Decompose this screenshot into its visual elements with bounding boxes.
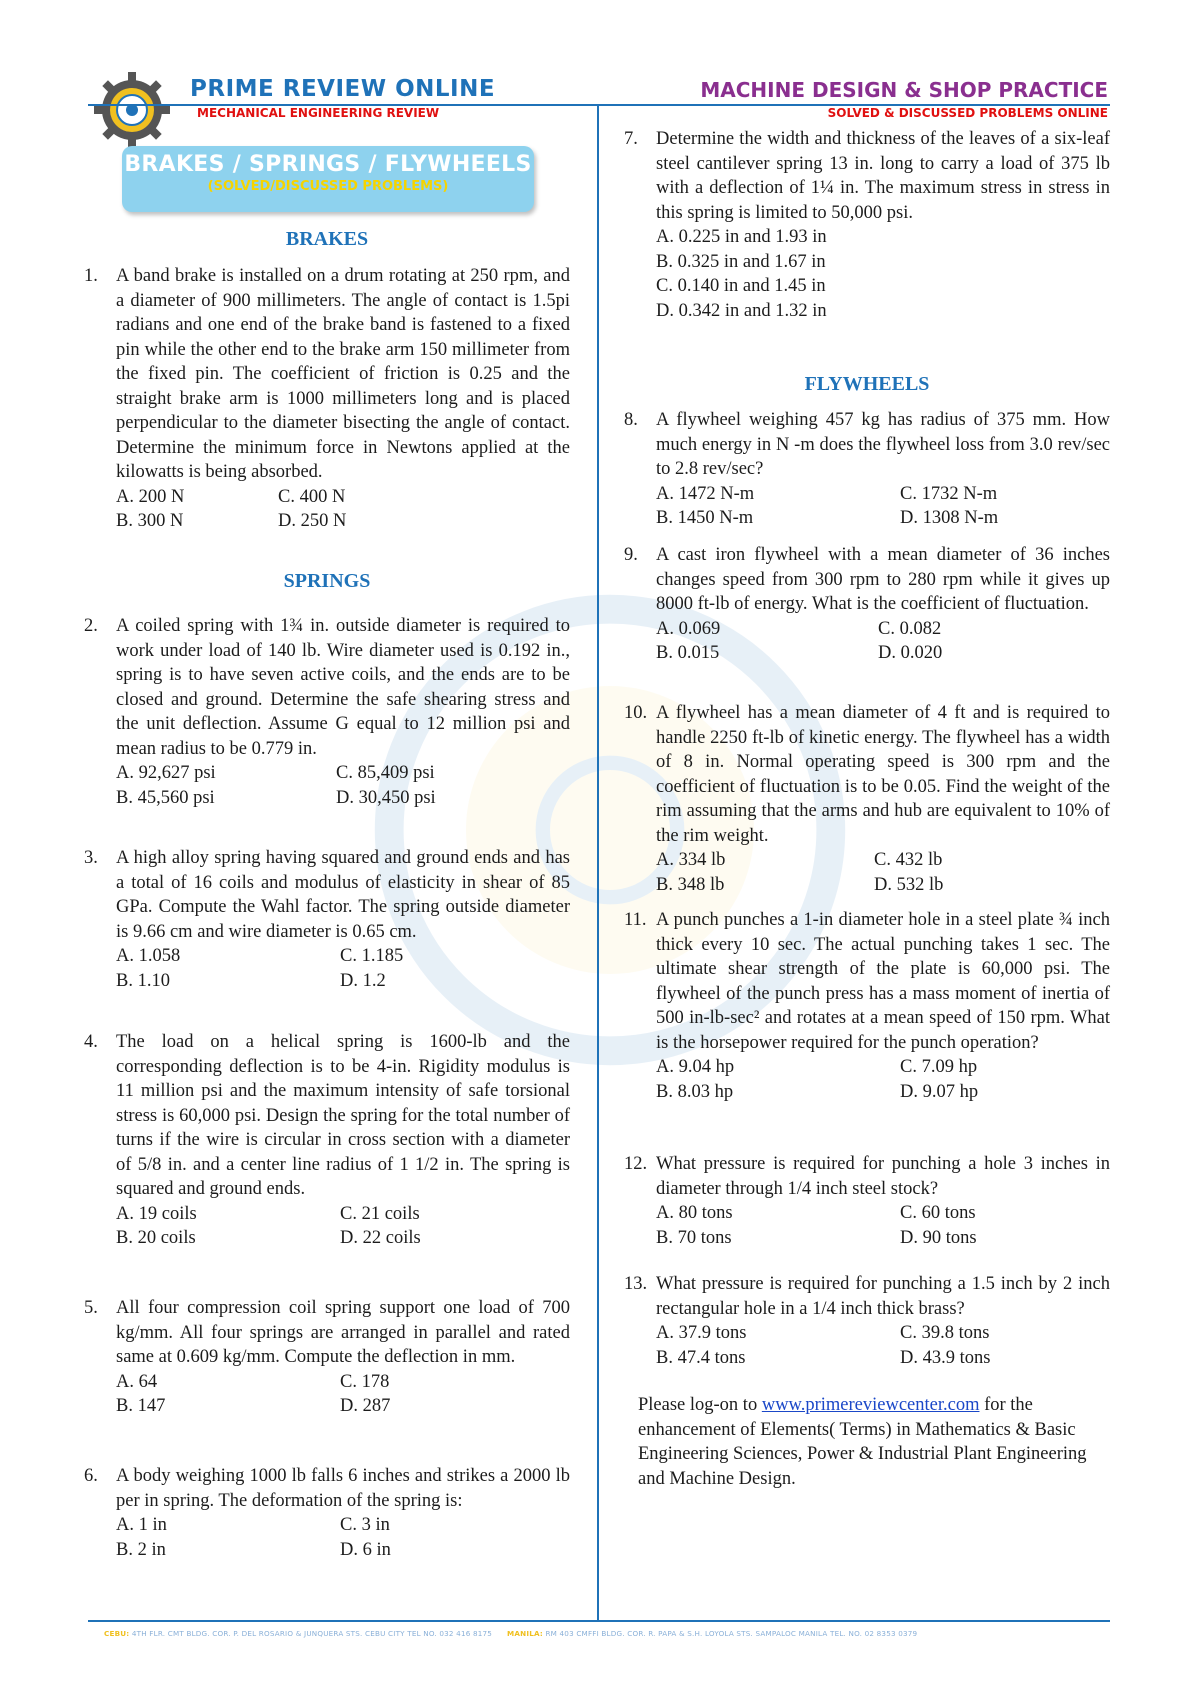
- question-number: 13.: [624, 1274, 648, 1294]
- section-heading-brakes: BRAKES: [285, 228, 369, 250]
- subject-title: MACHINE DESIGN & SHOP PRACTICE: [700, 78, 1108, 102]
- question-text: The load on a helical spring is 1600-lb and the corresponding deflection is to be 4-in. Rigidity modulus is 11 million psi and the maximum intensity of safe torsional stress is 60,000 psi. Design the spring for the total number of turns if the wire is circular in cross section with a diameter of 5/8 in. and a center line radius of 1 1/2 in. The spring is squared and ground ends.: [116, 1032, 570, 1199]
- subject-subtitle: SOLVED & DISCUSSED PROBLEMS ONLINE: [827, 106, 1108, 120]
- option: B. 1.10: [116, 970, 170, 991]
- column-divider: [597, 104, 599, 1620]
- option: C. 1732 N-m: [900, 483, 998, 504]
- option: A. 1 in: [116, 1515, 167, 1535]
- option: B. 70 tons: [656, 1227, 732, 1248]
- question-text: A cast iron flywheel with a mean diameter of 36 inches changes speed from 300 rpm to 280 rpm while it gives up 8000 ft-lb of energy. What is the coefficient of fluctuation.: [656, 545, 1110, 614]
- option: D. 6 in: [340, 1539, 391, 1560]
- option: D. 43.9 tons: [900, 1347, 991, 1368]
- option: C. 0.140 in and 1.45 in: [656, 276, 826, 296]
- question-2: [84, 614, 570, 810]
- option: A. 37.9 tons: [656, 1323, 747, 1343]
- brand-subtitle: MECHANICAL ENGINEERING REVIEW: [197, 106, 440, 120]
- question-number: 3.: [84, 848, 98, 868]
- option: C. 0.082: [878, 618, 942, 639]
- question-9: [624, 543, 1110, 666]
- option: C. 432 lb: [874, 850, 943, 870]
- page-title: BRAKES / SPRINGS / FLYWHEELS: [124, 152, 532, 177]
- option: D. 90 tons: [900, 1227, 977, 1248]
- option: D. 532 lb: [874, 874, 944, 895]
- question-number: 5.: [84, 1298, 98, 1318]
- option: A. 19 coils: [116, 1203, 197, 1224]
- question-12: [624, 1152, 1110, 1250]
- option: A. 1472 N-m: [656, 483, 755, 504]
- option: A. 334 lb: [656, 850, 726, 870]
- website-link[interactable]: www.primereviewcenter.com: [761, 1395, 980, 1415]
- option: B. 45,560 psi: [116, 787, 215, 808]
- option: B. 20 coils: [116, 1228, 196, 1248]
- section-heading-springs: SPRINGS: [283, 570, 371, 592]
- footer-cebu-address: 4TH FLR. CMT BLDG. COR. P. DEL ROSARIO & JUNQUERA STS. CEBU CITY TEL NO. 032 416 8175: [129, 1629, 493, 1638]
- brand-name: PRIME REVIEW ONLINE: [190, 76, 496, 102]
- option: D. 22 coils: [340, 1228, 421, 1248]
- option: B. 2 in: [116, 1539, 166, 1560]
- option: D. 1308 N-m: [900, 508, 999, 528]
- question-text: A high alloy spring having squared and ground ends and has a total of 16 coils and modulus of elasticity in shear of 85 GPa. Compute the Wahl factor. The spring outside diameter is 9.66 cm and wire diameter is 0.65 cm.: [116, 848, 570, 942]
- option: D. 9.07 hp: [900, 1081, 979, 1102]
- question-number: 7.: [624, 129, 638, 149]
- option: B. 0.015: [656, 643, 720, 663]
- option: D. 0.342 in and 1.32 in: [656, 300, 827, 321]
- option: B. 8.03 hp: [656, 1081, 734, 1102]
- question-7: [624, 127, 1110, 323]
- question-10: [624, 701, 1110, 897]
- option: B. 300 N: [116, 511, 184, 531]
- option: B. 0.325 in and 1.67 in: [656, 251, 826, 272]
- question-text: What pressure is required for punching a 1.5 inch by 2 inch rectangular hole in a 1/4 inch thick brass?: [656, 1274, 1110, 1319]
- option: C. 1.185: [340, 946, 404, 966]
- footer-divider: [88, 1620, 1110, 1622]
- question-4: [84, 1030, 570, 1251]
- option: A. 64: [116, 1371, 158, 1392]
- note-text-before: Please log-on to: [638, 1395, 762, 1415]
- section-heading-flywheels: FLYWHEELS: [804, 373, 930, 395]
- question-text: What pressure is required for punching a hole 3 inches in diameter through 1/4 inch steel stock?: [656, 1154, 1110, 1199]
- logo-gear-icon: [92, 70, 172, 150]
- option: C. 60 tons: [900, 1203, 976, 1223]
- option: C. 178: [340, 1371, 390, 1392]
- question-number: 11.: [624, 910, 647, 930]
- question-text: A band brake is installed on a drum rotating at 250 rpm, and a diameter of 900 millimeters. The angle of contact is 1.5pi radians and one end of the brake band is fastened to a fixed pin while the other end to the brake arm 150 millimeter from the fixed pin. The coefficient of friction is 0.25 and the straight brake arm is 1000 millimeters long and is placed perpendicular to the diameter bisecting the angle of contact. Determine the minimum force in Newtons applied at the kilowatts is being absorbed.: [116, 266, 570, 482]
- option: C. 3 in: [340, 1515, 390, 1535]
- question-text: A body weighing 1000 lb falls 6 inches and strikes a 2000 lb per in spring. The deformation of the spring is:: [116, 1466, 570, 1511]
- question-5: [84, 1296, 570, 1419]
- option: A. 80 tons: [656, 1203, 733, 1223]
- question-11: [624, 908, 1110, 1104]
- question-number: 8.: [624, 410, 638, 430]
- footer-address: [104, 1629, 1104, 1638]
- question-13: [624, 1272, 1110, 1370]
- question-3: [84, 846, 570, 993]
- option: B. 1450 N-m: [656, 508, 754, 528]
- footer-manila-label: MANILA:: [507, 1629, 543, 1638]
- option: D. 1.2: [340, 970, 386, 991]
- question-number: 4.: [84, 1032, 98, 1052]
- option: A. 0.069: [656, 618, 721, 639]
- option: C. 85,409 psi: [336, 763, 435, 783]
- option: A. 9.04 hp: [656, 1057, 735, 1077]
- option: A. 0.225 in and 1.93 in: [656, 227, 827, 247]
- option: B. 348 lb: [656, 874, 725, 895]
- question-8: [624, 408, 1110, 531]
- question-1: [84, 264, 570, 534]
- option: A. 1.058: [116, 946, 181, 966]
- note-text-after: for the enhancement of Elements( Terms) in Mathematics & Basic Engineering Sciences, Power & Industrial Plant Engineering and Machine Design.: [638, 1395, 1087, 1489]
- option: A. 200 N: [116, 486, 185, 507]
- option: D. 250 N: [278, 511, 347, 531]
- question-text: Determine the width and thickness of the leaves of a six-leaf steel cantilever spring 13 in. long to carry a load of 375 lb with a deflection of 1¼ in. The maximum stress in stress in this spring is limited to 50,000 psi.: [656, 129, 1110, 223]
- question-text: A coiled spring with 1¾ in. outside diameter is required to work under load of 140 lb. Wire diameter used is 0.192 in., spring is to have seven active coils, and the ends are to be closed and ground. Determine the safe shearing stress and the unit deflection. Assume G equal to 12 million psi and mean radius to be 0.779 in.: [116, 616, 570, 759]
- title-box: [122, 146, 534, 212]
- option: B. 147: [116, 1396, 166, 1416]
- option: B. 47.4 tons: [656, 1347, 746, 1368]
- question-number: 9.: [624, 545, 638, 565]
- footer-manila-address: RM 403 CMFFI BLDG. COR. R. PAPA & S.H. LOYOLA STS. SAMPALOC MANILA TEL. NO. 02 8353 0379: [542, 1629, 918, 1638]
- option: D. 30,450 psi: [336, 787, 436, 808]
- footer-cebu-label: CEBU:: [104, 1629, 130, 1638]
- website-note: [638, 1393, 1098, 1491]
- page-subtitle: (SOLVED/DISCUSSED PROBLEMS): [207, 179, 449, 194]
- option: C. 39.8 tons: [900, 1323, 990, 1343]
- header-divider: [88, 104, 1110, 106]
- option: D. 287: [340, 1396, 391, 1416]
- question-number: 2.: [84, 616, 98, 636]
- question-text: A punch punches a 1-in diameter hole in a steel plate ¾ inch thick every 10 sec. The actual punching takes 1 sec. The ultimate shear strength of the plate is 60,000 psi. The flywheel of the punch press has a mass moment of inertia of 500 in-lb-sec² and rotates at a mean speed of 150 rpm. What is the horsepower required for the punch operation?: [656, 910, 1110, 1053]
- question-6: [84, 1464, 570, 1562]
- option: D. 0.020: [878, 643, 943, 663]
- question-text: A flywheel has a mean diameter of 4 ft and is required to handle 2250 ft-lb of kinetic energy. The flywheel has a width of 8 in. Normal operating speed is 300 rpm and the coefficient of fluctuation is to be 0.05. Find the weight of the rim assuming that the arms and hub are equivalent to 10% of the rim weight.: [656, 703, 1110, 846]
- option: C. 7.09 hp: [900, 1057, 978, 1077]
- question-text: All four compression coil spring support one load of 700 kg/mm. All four springs are arranged in parallel and rated same at 0.609 kg/mm. Compute the deflection in mm.: [116, 1298, 570, 1367]
- question-number: 6.: [84, 1466, 98, 1486]
- question-number: 1.: [84, 266, 98, 286]
- option: C. 21 coils: [340, 1203, 420, 1224]
- option: C. 400 N: [278, 486, 346, 507]
- question-text: A flywheel weighing 457 kg has radius of 375 mm. How much energy in N -m does the flywheel loss from 3.0 rev/sec to 2.8 rev/sec?: [656, 410, 1110, 479]
- question-number: 10.: [624, 703, 648, 723]
- option: A. 92,627 psi: [116, 763, 216, 783]
- question-number: 12.: [624, 1154, 648, 1174]
